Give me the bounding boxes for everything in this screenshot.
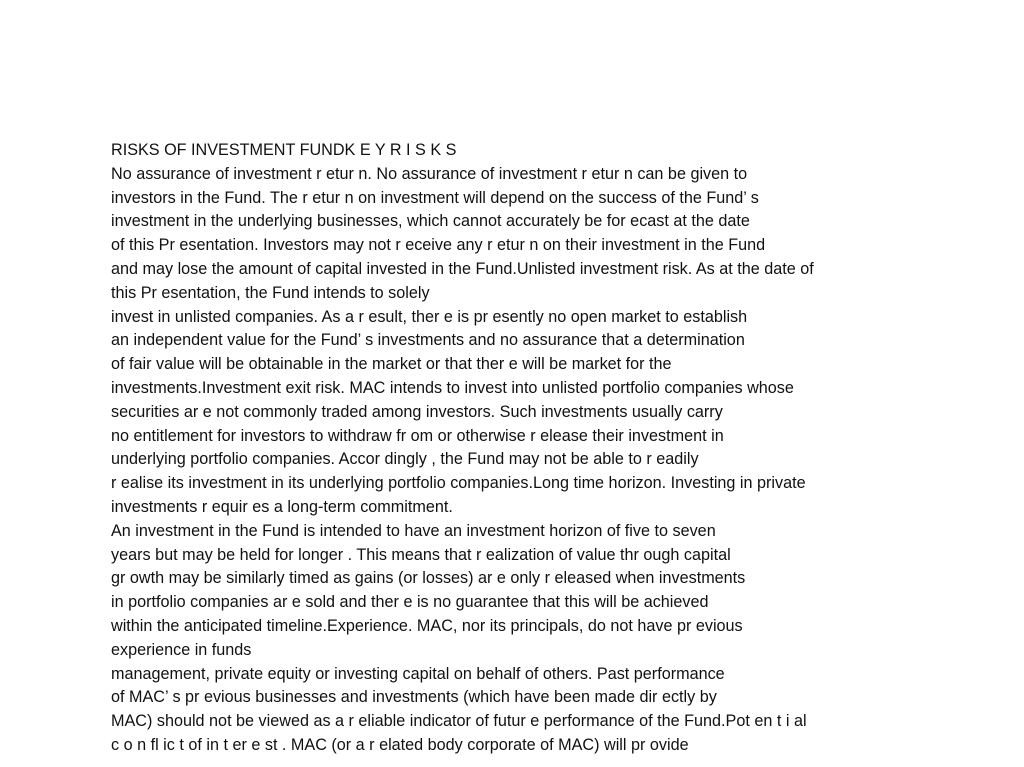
text-line: underlying portfolio companies. Accor dingly , the Fund may not be able to r eadily [111,450,699,469]
text-line: investment in the underlying businesses, which cannot accurately be for ecast at the date [111,212,750,231]
text-line: experience in funds [111,640,252,659]
text-line: RISKS OF INVESTMENT FUNDK E Y R I S K S [111,141,457,159]
text-line: investments.Investment exit risk. MAC intends to invest into unlisted portfolio companies whose [111,378,794,397]
text-line: securities ar e not commonly traded among investors. Such investments usually carry [111,402,723,421]
risks-text-block [111,139,1011,758]
text-line: investors in the Fund. The r etur n on investment will depend on the success of the Fund’ s [111,188,759,207]
text-line: MAC) should not be viewed as a r eliable indicator of futur e performance of the Fund.Pot en t i al [111,712,807,731]
text-line: An investment in the Fund is intended to have an investment horizon of five to seven [111,521,716,540]
text-line: in portfolio companies ar e sold and ther e is no guarantee that this will be achieved [111,593,709,612]
text-line: management, private equity or investing capital on behalf of others. Past performance [111,664,725,683]
text-line: r ealise its investment in its underlying portfolio companies.Long time horizon. Investing in private [111,474,806,493]
text-line: gr owth may be similarly timed as gains (or losses) ar e only r eleased when investments [111,569,746,588]
text-line: years but may be held for longer . This means that r ealization of value thr ough capital [111,545,731,564]
text-line: of MAC’ s pr evious businesses and investments (which have been made dir ectly by [111,688,717,707]
text-line: of this Pr esentation. Investors may not r eceive any r etur n on their investment in the Fund [111,236,766,255]
text-line: within the anticipated timeline.Experience. MAC, nor its principals, do not have pr evious [111,616,743,635]
text-line: No assurance of investment r etur n. No assurance of investment r etur n can be given to [111,164,748,183]
text-line: no entitlement for investors to withdraw fr om or otherwise r elease their investment in [111,426,724,445]
text-line: investments r equir es a long-term commitment. [111,497,453,516]
text-line: this Pr esentation, the Fund intends to solely [111,283,430,302]
text-line: of fair value will be obtainable in the market or that ther e will be market for the [111,355,672,374]
text-line: c o n fl ic t of in t er e st . MAC (or a r elated body corporate of MAC) will pr ovide [111,735,689,754]
text-line: an independent value for the Fund’ s investments and no assurance that a determination [111,331,745,350]
text-line: invest in unlisted companies. As a r esult, ther e is pr esently no open market to establish [111,307,748,326]
text-line: and may lose the amount of capital invested in the Fund.Unlisted investment risk. As at the date of [111,259,814,278]
